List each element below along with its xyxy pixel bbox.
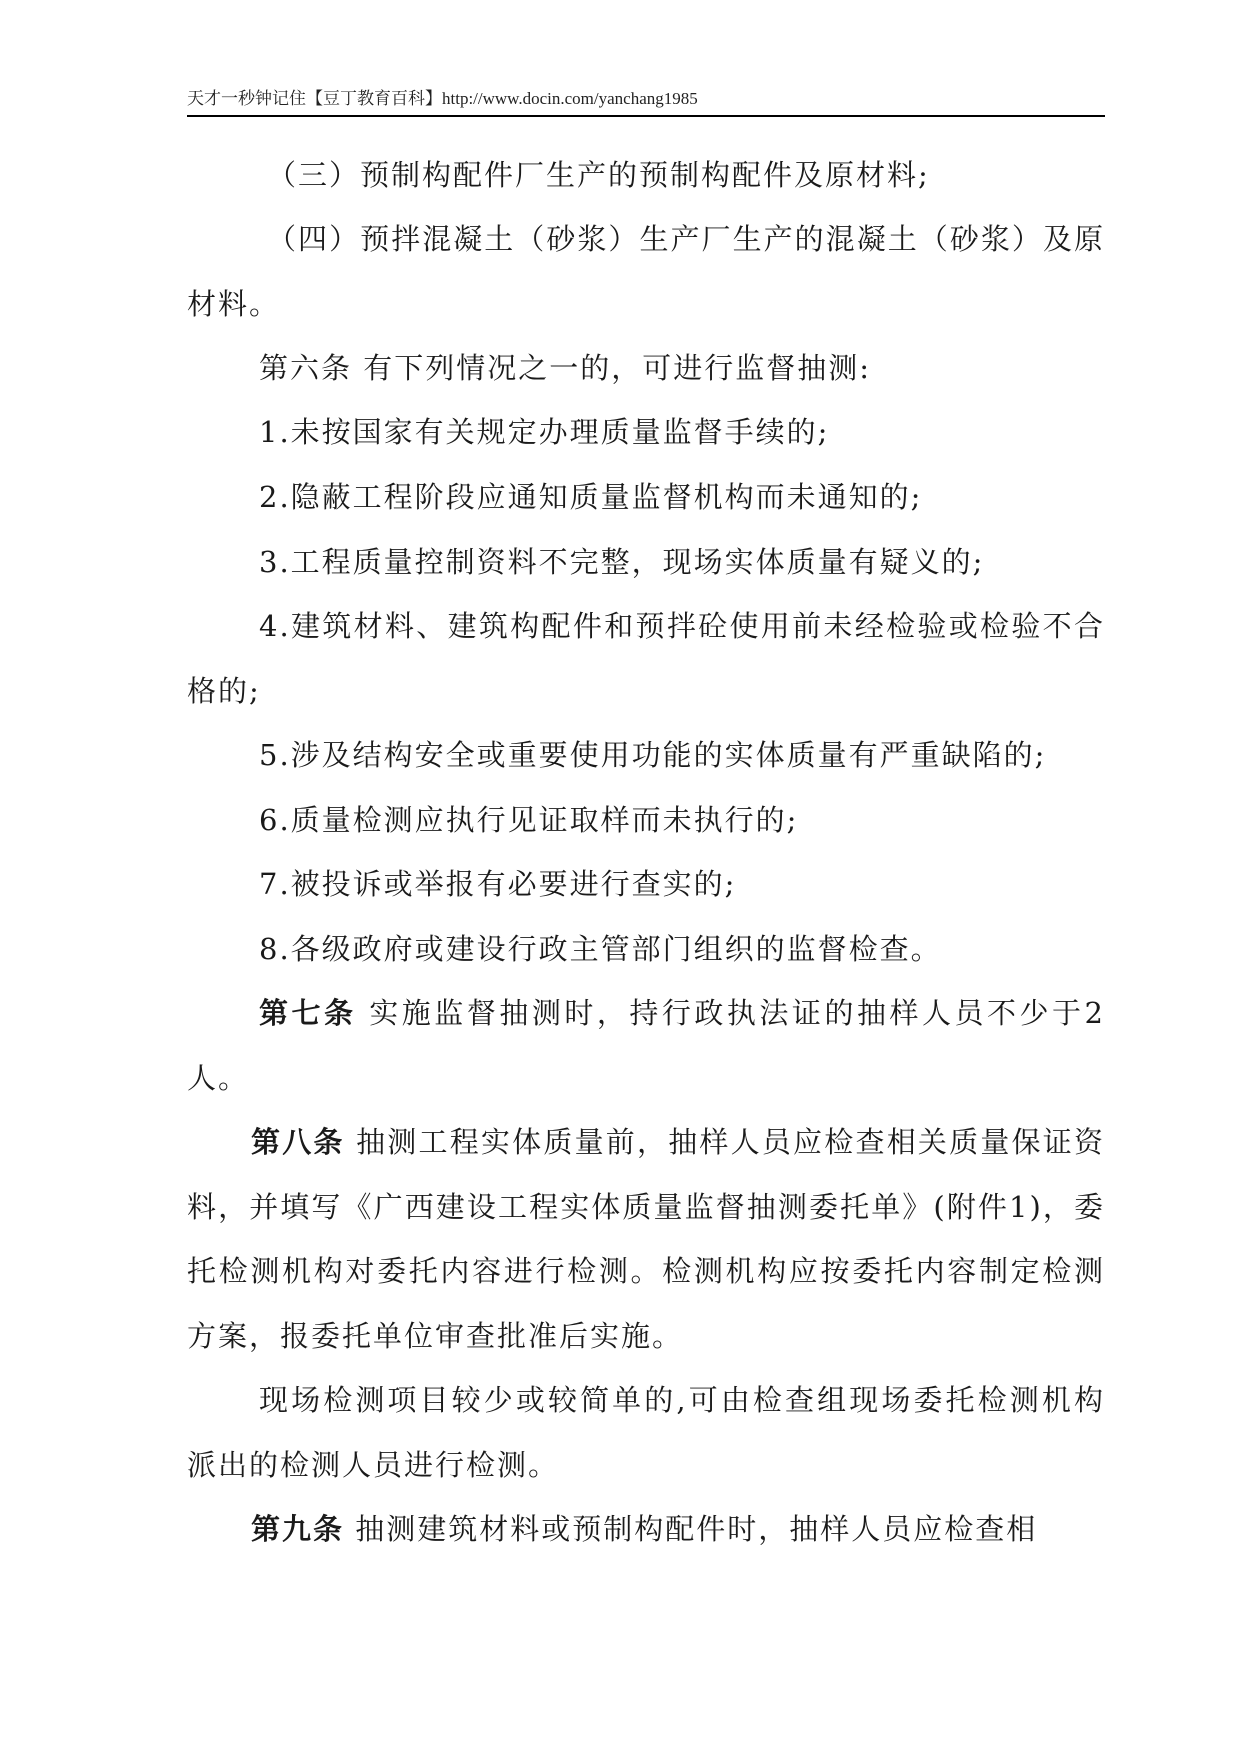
article-8-text: 抽测工程实体质量前，抽样人员应检查相关质量保证资料，并填写《广西建设工程实体质量监督抽测委托单》(附件1)，委托检测机构对委托内容进行检测。检测机构应按委托内容制定检测方案，报委托单位审查批准后实施。 (187, 1125, 1105, 1353)
article-7-text: 实施监督抽测时，持行政执法证的抽样人员不少于2人。 (187, 996, 1105, 1095)
list-item-2: 2.隐蔽工程阶段应通知质量监督机构而未通知的; (259, 480, 923, 514)
article-6-heading: 第六条 有下列情况之一的，可进行监督抽测: (259, 351, 871, 385)
article-8-supplement: 现场检测项目较少或较简单的,可由检查组现场委托检测机构派出的检测人员进行检测。 (187, 1383, 1105, 1482)
article-8 (187, 1110, 1105, 1368)
header-divider (187, 115, 1105, 117)
article-9-label: 第九条 (251, 1512, 345, 1546)
article-9 (187, 1497, 1105, 1562)
page-header: 天才一秒钟记住【豆丁教育百科】http://www.docin.com/yanchang1985 (187, 89, 698, 108)
article-9-text: 抽测建筑材料或预制构配件时，抽样人员应检查相 (344, 1512, 1038, 1546)
list-item-8: 8.各级政府或建设行政主管部门组织的监督检查。 (259, 932, 942, 966)
paragraph-item-4: （四）预拌混凝土（砂浆）生产厂生产的混凝土（砂浆）及原材料。 (187, 222, 1105, 321)
list-item-3: 3.工程质量控制资料不完整，现场实体质量有疑义的; (259, 545, 985, 579)
list-item-1: 1.未按国家有关规定办理质量监督手续的; (259, 415, 830, 449)
paragraph-item-3: （三）预制构配件厂生产的预制构配件及原材料; (267, 158, 930, 192)
list-item-7: 7.被投诉或举报有必要进行查实的; (259, 867, 737, 901)
list-item-4: 4.建筑材料、建筑构配件和预拌砼使用前未经检验或检验不合格的; (187, 609, 1105, 708)
list-item-5: 5.涉及结构安全或重要使用功能的实体质量有严重缺陷的; (259, 738, 1047, 772)
list-item-6: 6.质量检测应执行见证取样而未执行的; (259, 803, 799, 837)
article-7-label: 第七条 (259, 996, 357, 1030)
article-8-label: 第八条 (251, 1125, 345, 1159)
article-7 (187, 981, 1105, 1110)
